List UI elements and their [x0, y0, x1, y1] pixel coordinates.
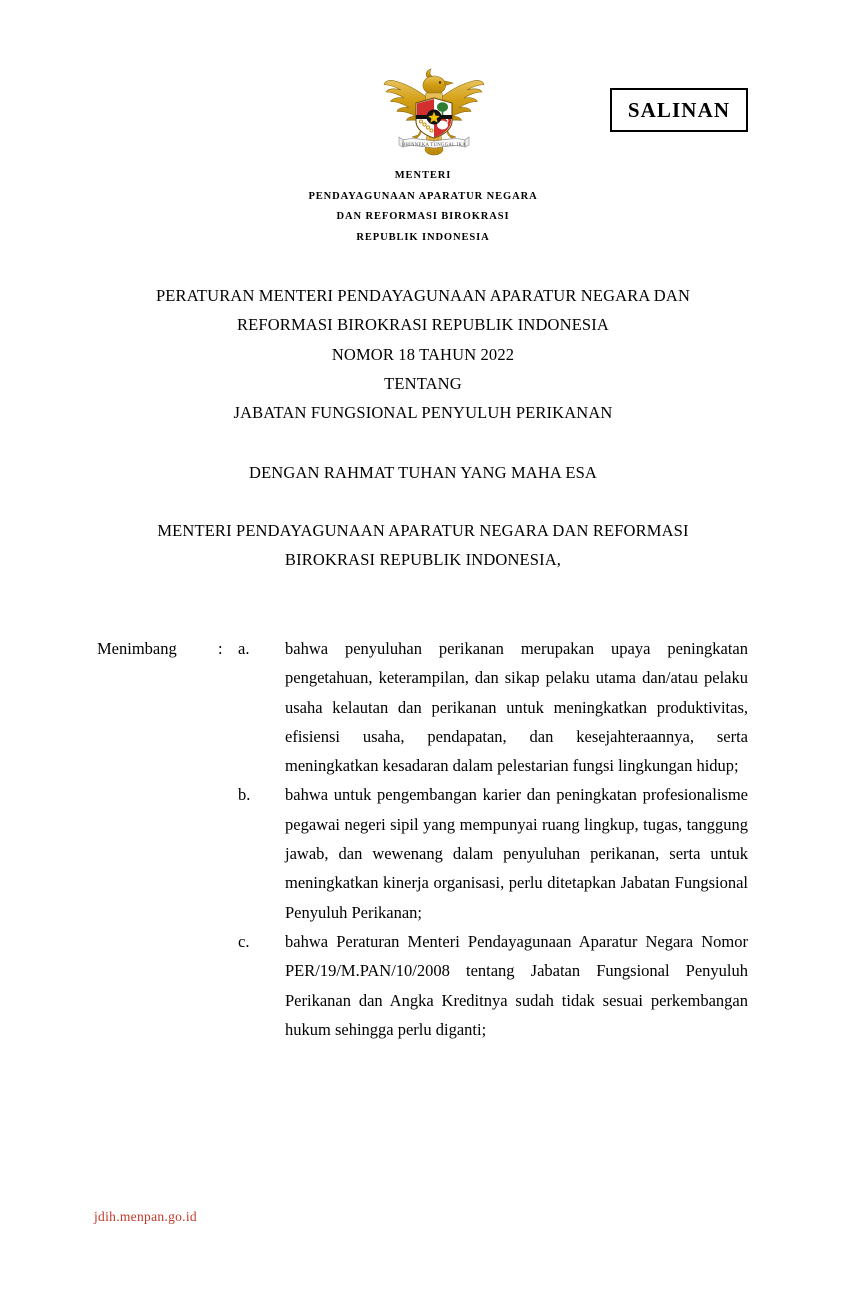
consideration-text-a: bahwa penyuluhan perikanan merupakan upaya peningkatan pengetahuan, keterampilan, dan sikap pelaku utama dan/atau pelaku usaha kelautan dan perikanan untuk meningkatkan produktivitas, efisiensi usaha, pendapatan, dan kesejahteraannya, serta meningkatkan kesadaran dalam pelestarian fungsi lingkungan hidup; [285, 639, 748, 776]
signer-line-2: BIROKRASI REPUBLIK INDONESIA, [284, 550, 562, 570]
letterhead-line-4: REPUBLIK INDONESIA [356, 231, 490, 243]
consideration-item-b [97, 780, 748, 926]
salinan-stamp-label: SALINAN [627, 97, 731, 122]
consideration-marker-b: b. [238, 785, 251, 805]
considerations-section [97, 634, 748, 1044]
invocation-line: DENGAN RAHMAT TUHAN YANG MAHA ESA [249, 463, 597, 482]
consideration-item-a [97, 634, 748, 780]
letterhead-line-3: DAN REFORMASI BIROKRASI [336, 211, 510, 222]
letterhead-line-2: PENDAYAGUNAAN APARATUR NEGARA [308, 190, 538, 202]
title-about-label: TENTANG [384, 373, 462, 393]
footer-watermark: jdih.menpan.go.id [94, 1209, 197, 1224]
consideration-marker-a: a. [238, 639, 250, 658]
considerations-label: Menimbang [97, 639, 177, 658]
salinan-stamp-box [610, 88, 748, 132]
garuda-pancasila-emblem [377, 62, 491, 162]
signer-title [0, 516, 846, 575]
title-line-2: REFORMASI BIROKRASI REPUBLIK INDONESIA [237, 315, 609, 335]
consideration-marker-c: c. [238, 931, 250, 951]
consideration-item-c [97, 927, 748, 1044]
consideration-text-b: bahwa untuk pengembangan karier dan peningkatan profesionalisme pegawai negeri sipil yang mempunyai ruang lingkup, tugas, tanggung jawab, dan wewenang dalam penyuluhan perikanan, serta untuk meningkatkan kinerja organisasi, perlu ditetapkan Jabatan Fungsional Penyuluh Perikanan; [285, 785, 748, 922]
regulation-subject: JABATAN FUNGSIONAL PENYULUH PERIKANAN [233, 403, 613, 423]
svg-text:BHINNEKA TUNGGAL IKA: BHINNEKA TUNGGAL IKA [401, 143, 467, 148]
letterhead-line-1: MENTERI [394, 170, 452, 181]
title-line-1: PERATURAN MENTERI PENDAYAGUNAAN APARATUR NEGARA DAN [155, 286, 691, 305]
signer-line-1: MENTERI PENDAYAGUNAAN APARATUR NEGARA DAN REFORMASI [157, 521, 689, 540]
page-title [0, 281, 846, 427]
consideration-text-c: bahwa Peraturan Menteri Pendayagunaan Aparatur Negara Nomor PER/19/M.PAN/10/2008 tentang Jabatan Fungsional Penyuluh Perikanan dan Angka Kreditnya sudah tidak sesuai perkembangan hukum sehingga perlu diganti; [285, 931, 748, 1039]
considerations-colon: : [218, 639, 223, 658]
regulation-number: NOMOR 18 TAHUN 2022 [331, 344, 515, 364]
letterhead [0, 166, 846, 248]
